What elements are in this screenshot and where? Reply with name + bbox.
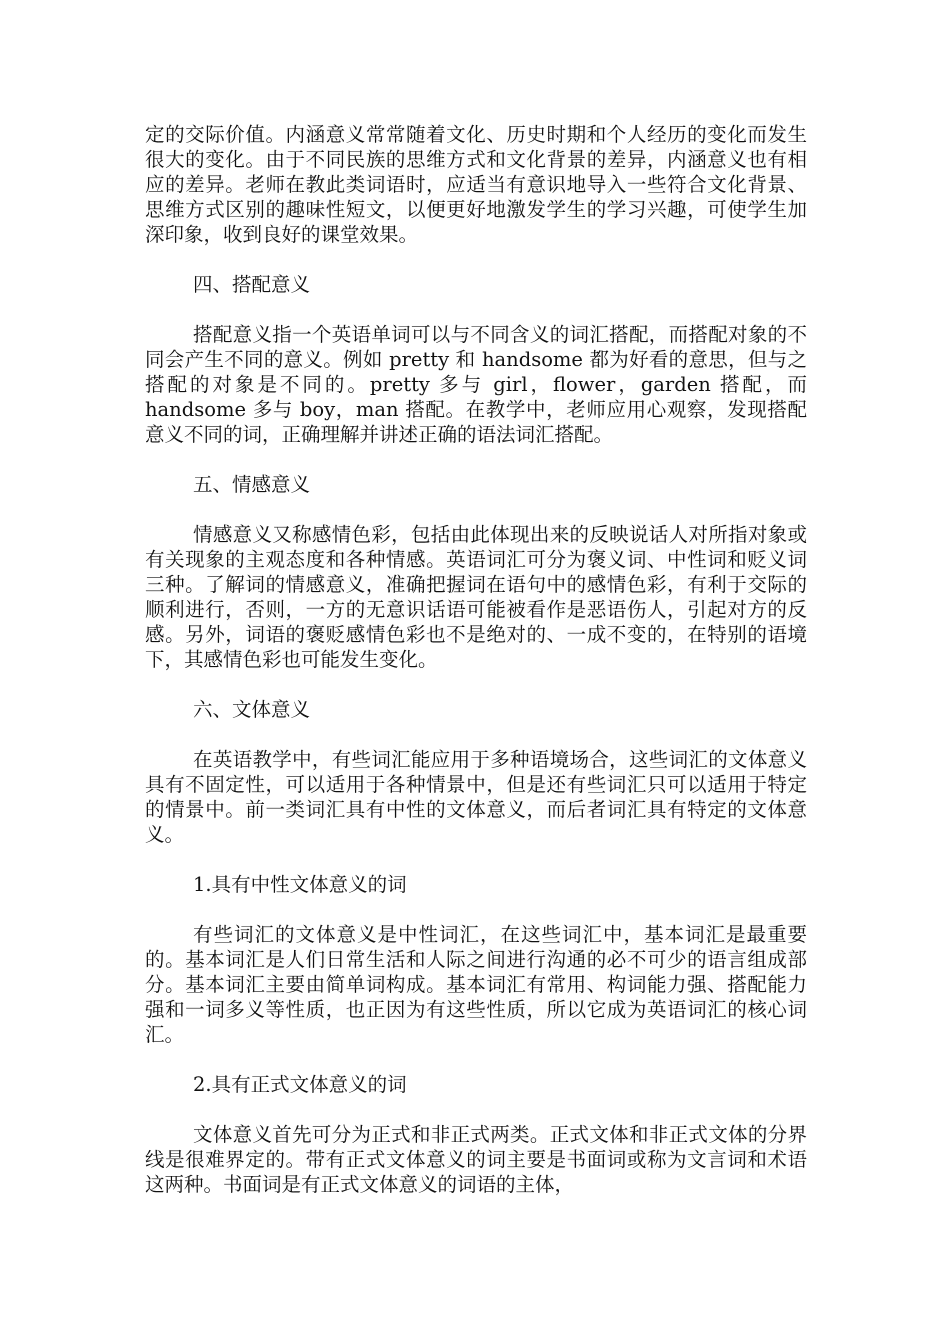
paragraph-connotative-meaning: 定的交际价值。内涵意义常常随着文化、历史时期和个人经历的变化而发生很大的变化。由于不同民族的思维方式和文化背景的差异，内涵意义也有相应的差异。老师在教此类词语时，应适当有意识地导入一些符合文化背景、思维方式区别的趣味性短文，以便更好地激发学生的学习兴趣，可使学生加深印象，收到良好的课堂效果。 [145, 123, 807, 246]
heading-collocative-meaning: 四、搭配意义 [193, 273, 311, 296]
paragraph-collocative-meaning: 搭配意义指一个英语单词可以与不同含义的词汇搭配，而搭配对象的不同会产生不同的意义。例如 pretty 和 handsome 都为好看的意思，但与之搭配的对象是不同的。pretty 多与 girl，flower，garden 搭配，而 handsome 多与 boy，man 搭配。在教学中，老师应用心观察，发现搭配意义不同的词，正确理解并讲述正确的语法词汇搭配。 [145, 323, 807, 446]
heading-formal-style-words: 2.具有正式文体意义的词 [193, 1073, 407, 1096]
paragraph-affective-meaning: 情感意义又称感情色彩，包括由此体现出来的反映说话人对所指对象或有关现象的主观态度和各种情感。英语词汇可分为褒义词、中性词和贬义词三种。了解词的情感意义，准确把握词在语句中的感情色彩，有利于交际的顺利进行，否则，一方的无意识话语可能被看作是恶语伤人，引起对方的反感。另外，词语的褒贬感情色彩也不是绝对的、一成不变的，在特别的语境下，其感情色彩也可能发生变化。 [145, 523, 807, 671]
paragraph-neutral-style-words: 有些词汇的文体意义是中性词汇，在这些词汇中，基本词汇是最重要的。基本词汇是人们日常生活和人际之间进行沟通的必不可少的语言组成部分。基本词汇主要由简单词构成。基本词汇有常用、构词能力强、搭配能力强和一词多义等性质，也正因为有这些性质，所以它成为英语词汇的核心词汇。 [145, 923, 807, 1046]
document-body [145, 122, 807, 1222]
heading-affective-meaning: 五、情感意义 [193, 473, 311, 496]
heading-neutral-style-words: 1.具有中性文体意义的词 [193, 873, 407, 896]
paragraph-stylistic-meaning: 在英语教学中，有些词汇能应用于多种语境场合，这些词汇的文体意义具有不固定性，可以适用于各种情景中，但是还有些词汇只可以适用于特定的情景中。前一类词汇具有中性的文体意义，而后者词汇具有特定的文体意义。 [145, 748, 807, 846]
heading-stylistic-meaning: 六、文体意义 [193, 698, 311, 721]
paragraph-formal-style-words: 文体意义首先可分为正式和非正式两类。正式文体和非正式文体的分界线是很难界定的。带有正式文体意义的词主要是书面词或称为文言词和术语这两种。书面词是有正式文体意义的词语的主体， [145, 1123, 807, 1196]
